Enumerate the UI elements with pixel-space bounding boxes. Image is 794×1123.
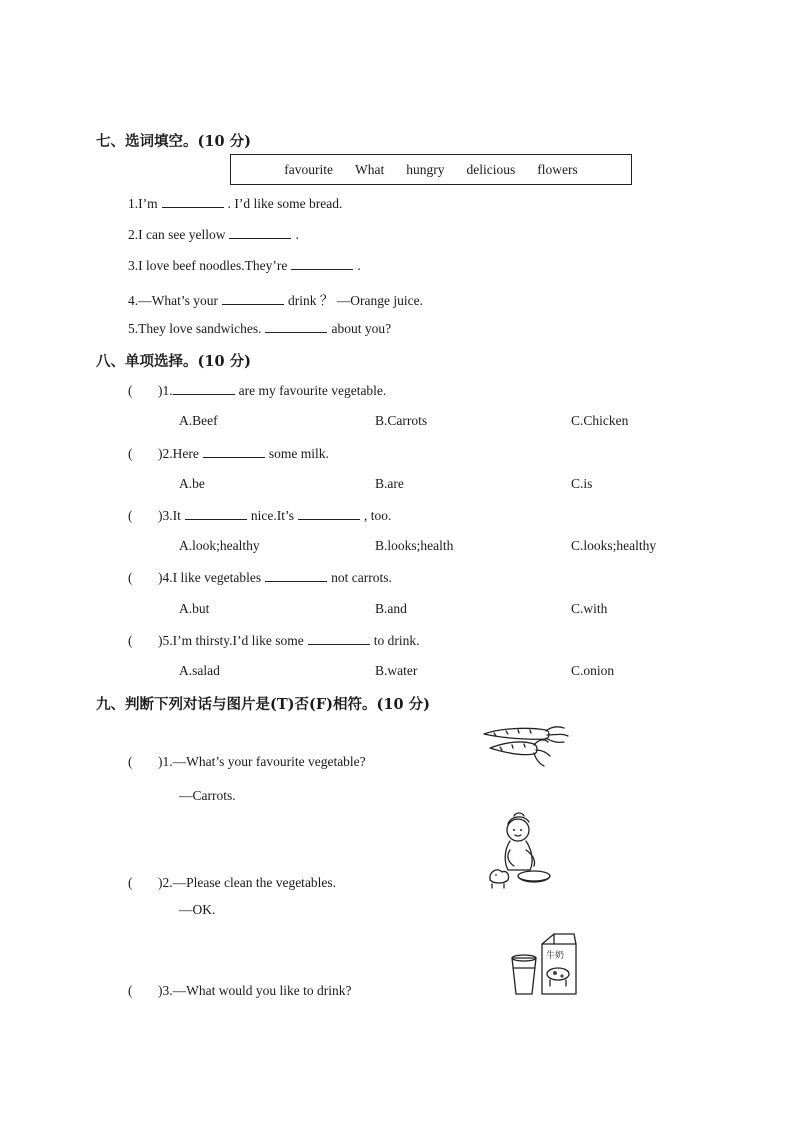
word-favourite: favourite <box>284 161 333 177</box>
s8-question-5: ( )5.I’m thirsty.I’d like some to drink. <box>128 633 420 648</box>
s7-item-2: 2.I can see yellow . <box>128 227 299 242</box>
s8-question-4: ( )4.I like vegetables not carrots. <box>128 570 392 585</box>
s8-q2-option-c: C.is <box>571 476 593 491</box>
answer-blank[interactable] <box>265 569 327 582</box>
word-what: What <box>354 161 385 177</box>
carrots-icon <box>480 722 572 770</box>
s8-q3-option-b: B.looks;health <box>375 538 454 553</box>
s8-q3-option-a: A.look;healthy <box>179 538 260 553</box>
milk-icon <box>508 930 582 998</box>
answer-blank[interactable] <box>298 507 360 520</box>
answer-blank[interactable] <box>185 507 247 520</box>
s8-q5-option-b: B.water <box>375 663 418 678</box>
s8-question-1: ( )1. are my favourite vegetable. <box>128 383 387 398</box>
answer-blank[interactable] <box>265 320 327 333</box>
s8-q1-option-c: C.Chicken <box>571 413 629 428</box>
girl-washing-icon <box>484 810 556 892</box>
s8-q4-option-b: B.and <box>375 601 407 616</box>
section-8-title: 八、单项选择。(10 分) <box>96 353 251 370</box>
s8-q3-option-c: C.looks;healthy <box>571 538 657 553</box>
word-delicious: delicious <box>466 161 516 177</box>
s9-item-1-question: ( )1.—What’s your favourite vegetable? <box>128 754 366 769</box>
answer-blank[interactable] <box>291 257 353 270</box>
s9-item-1-answer: —Carrots. <box>179 788 236 803</box>
s7-item-3: 3.I love beef noodles.They’re . <box>128 258 361 273</box>
word-hungry: hungry <box>406 161 445 177</box>
s9-item-2-question: ( )2.—Please clean the vegetables. <box>128 875 337 890</box>
answer-blank[interactable] <box>203 445 265 458</box>
s8-q4-option-a: A.but <box>179 601 210 616</box>
answer-blank[interactable] <box>222 292 284 305</box>
word-flowers: flowers <box>537 161 578 177</box>
answer-blank[interactable] <box>308 632 370 645</box>
s9-item-3-question: ( )3.—What would you like to drink? <box>128 983 352 998</box>
s8-q2-option-b: B.are <box>375 476 404 491</box>
answer-blank[interactable] <box>229 226 291 239</box>
s8-question-2: ( )2.Here some milk. <box>128 446 329 461</box>
s7-item-5: 5.They love sandwiches. about you? <box>128 321 392 336</box>
milk-label: 牛奶 <box>546 951 565 961</box>
s7-item-1: 1.I’m . I’d like some bread. <box>128 196 343 211</box>
answer-blank[interactable] <box>173 382 235 395</box>
answer-blank[interactable] <box>162 195 224 208</box>
s9-item-2-answer: —OK. <box>179 902 216 917</box>
s8-q5-option-c: C.onion <box>571 663 615 678</box>
s8-q1-option-b: B.Carrots <box>375 413 428 428</box>
s8-q4-option-c: C.with <box>571 601 608 616</box>
section-7-title: 七、选词填空。(10 分) <box>96 133 251 150</box>
word-bank <box>230 154 632 185</box>
s8-q5-option-a: A.salad <box>179 663 220 678</box>
s7-item-4: 4.—What’s your drink ？ —Orange juice. <box>128 293 423 308</box>
s8-q1-option-a: A.Beef <box>179 413 218 428</box>
s8-question-3: ( )3.It nice.It’s , too. <box>128 508 392 523</box>
s8-q2-option-a: A.be <box>179 476 205 491</box>
section-9-title: 九、判断下列对话与图片是(T)否(F)相符。(10 分) <box>96 696 430 713</box>
